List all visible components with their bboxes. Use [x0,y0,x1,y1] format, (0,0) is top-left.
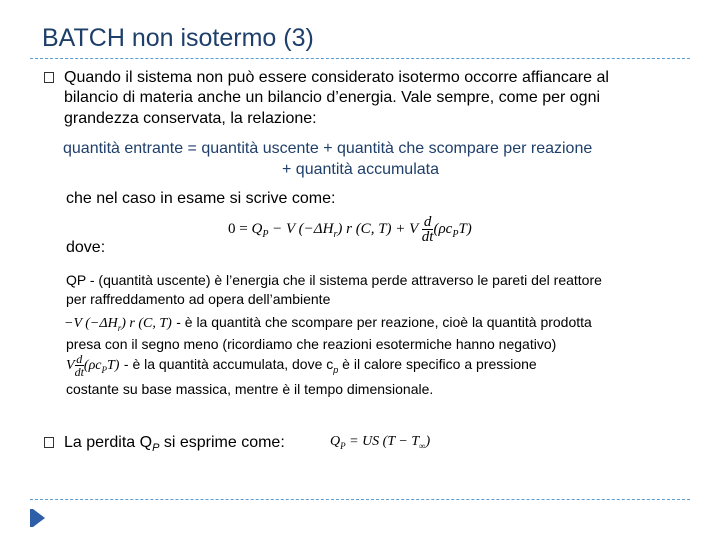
eq-term3b: T) [458,220,472,237]
eq-derivative [422,215,434,244]
def-acc-math-c: T) [107,357,120,373]
def-reaction-line-2: presa con il segno meno (ricordiamo che reazioni esotermiche hanno negativo) [66,336,557,352]
def-acc-v: V [66,357,75,373]
def-acc-text-a: - è la quantità accumulata, dove c [123,355,334,372]
footer-divider [30,499,690,500]
hl-inf-sub: ∞ [419,440,426,451]
eq-term3: (ρc [433,220,453,237]
def-acc-text-b: è il calore specifico a pressione [338,355,537,372]
def-accumulation-line-2: costante su base massica, mentre è il tempo dimensionale. [66,381,434,397]
def-reaction-math-b: ) r (C, T) [121,316,172,331]
case-text: che nel caso in esame si scrive come: [66,190,336,207]
eq-term2-sub: r [333,228,338,240]
title-divider [30,58,690,59]
hl-q: Q [330,434,341,449]
eq-term2: − V (−ΔH [268,220,334,237]
def-qp-line-2: per raffreddamento ad opera dell’ambiente [66,291,331,307]
paragraph-1-line-1: Quando il sistema non può essere considerato isotermo occorre affiancare al [64,69,609,86]
def-accumulation-line-1 [66,353,537,379]
dove-label: dove: [66,239,106,256]
next-slide-icon[interactable] [33,509,45,527]
p2-text-a: La perdita Q [64,434,153,451]
def-accumulation-math [66,352,120,379]
p2-text-b: si esprime come: [159,434,285,451]
def-reaction-text: - è la quantità che scompare per reazione, cioè la quantità prodotta [176,314,592,330]
bullet-icon [44,72,54,83]
def-accumulation-text [123,355,537,375]
def-acc-math-sub: P [101,364,108,375]
relation-line-2: + quantità accumulata [282,161,439,178]
def-acc-derivative [75,353,84,378]
hl-b: = US (T − T [345,434,420,449]
eq-q-sub: P [262,228,269,240]
hl-q-sub: P [340,440,346,451]
def-acc-frac-den: dt [74,365,84,379]
eq-lhs: 0 = [228,220,252,237]
p2-text-sub: P [152,442,160,455]
eq-frac-num: d [422,215,434,230]
heat-loss-formula [330,434,430,451]
slide-title: BATCH non isotermo (3) [42,24,314,52]
energy-balance-equation [228,215,472,244]
bullet-icon [44,437,54,448]
def-acc-frac-num: d [76,352,83,366]
def-reaction-line-1 [64,313,592,333]
paragraph-2 [64,433,285,458]
relation-line-1: quantità entrante = quantità uscente + quantità che scompare per reazione [63,140,593,157]
hl-c: ) [425,434,431,449]
eq-q: Q [251,220,263,237]
def-qp-line-1: QP - (quantità uscente) è l’energia che il sistema perde attraverso le pareti del reattore [66,272,602,288]
eq-term3-sub: P [452,228,459,240]
eq-term2b: ) r (C, T) + V [337,220,422,237]
paragraph-1-line-2: bilancio di materia anche un bilancio d’energia. Vale sempre, come per ogni [64,89,601,106]
eq-frac-den: dt [421,229,434,245]
def-acc-math-b: (ρc [83,357,102,373]
def-reaction-math [64,316,172,331]
def-reaction-math-a: −V (−ΔH [64,316,118,331]
paragraph-1-line-3: grandezza conservata, la relazione: [64,110,317,127]
def-acc-text-sub: p [333,364,339,375]
def-reaction-math-sub: r [117,322,122,333]
